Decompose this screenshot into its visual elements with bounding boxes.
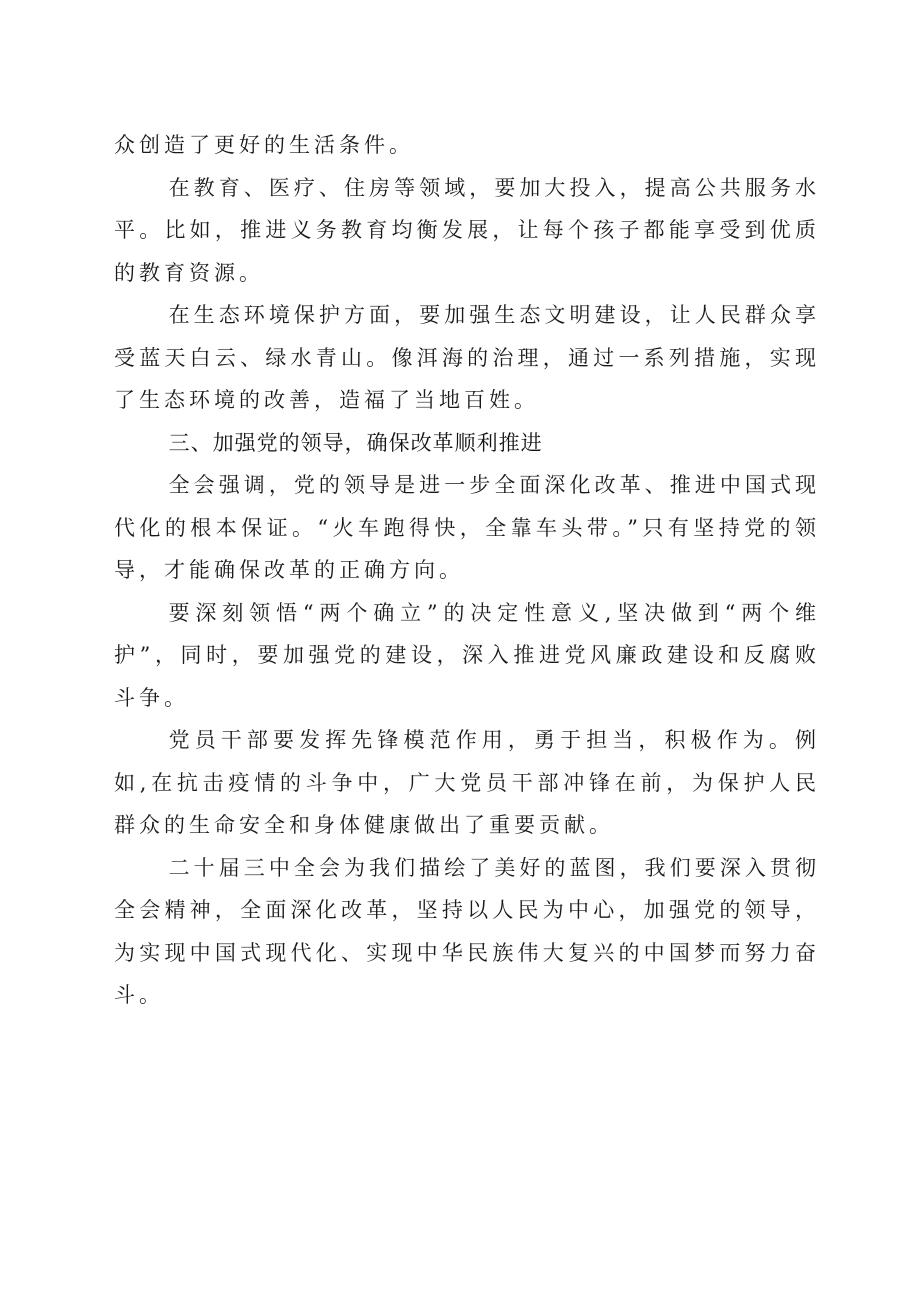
paragraph-continuation: 众创造了更好的生活条件。 — [114, 133, 414, 157]
paragraph-party-leadership: 全会强调，党的领导是进一步全面深化改革、推进中国式现代化的根本保证。“火车跑得快，全靠车头带。”只有坚持党的领导，才能确保改革的正确方向。 — [114, 473, 820, 582]
section-heading-party-leadership: 三、加强党的领导，确保改革顺利推进 — [168, 430, 543, 455]
paragraph-party-members: 党员干部要发挥先锋模范作用，勇于担当，积极作为。例如,在抗击疫情的斗争中，广大党员干部冲锋在前，为保护人民群众的生命安全和身体健康做出了重要贡献。 — [114, 728, 820, 837]
paragraph-ecology: 在生态环境保护方面，要加强生态文明建设，让人民群众享受蓝天白云、绿水青山。像洱海的治理，通过一系列措施，实现了生态环境的改善，造福了当地百姓。 — [114, 303, 820, 412]
paragraph-two-establishments: 要深刻领悟“两个确立”的决定性意义,坚决做到“两个维护”，同时，要加强党的建设，深入推进党风廉政建设和反腐败斗争。 — [114, 600, 820, 710]
paragraph-conclusion: 二十届三中全会为我们描绘了美好的蓝图，我们要深入贯彻全会精神，全面深化改革，坚持以人民为中心，加强党的领导，为实现中国式现代化、实现中华民族伟大复兴的中国梦而努力奋斗。 — [114, 855, 820, 1007]
document-body — [114, 124, 820, 1017]
paragraph-public-services: 在教育、医疗、住房等领域，要加大投入，提高公共服务水平。比如，推进义务教育均衡发展，让每个孩子都能享受到优质的教育资源。 — [114, 175, 820, 285]
